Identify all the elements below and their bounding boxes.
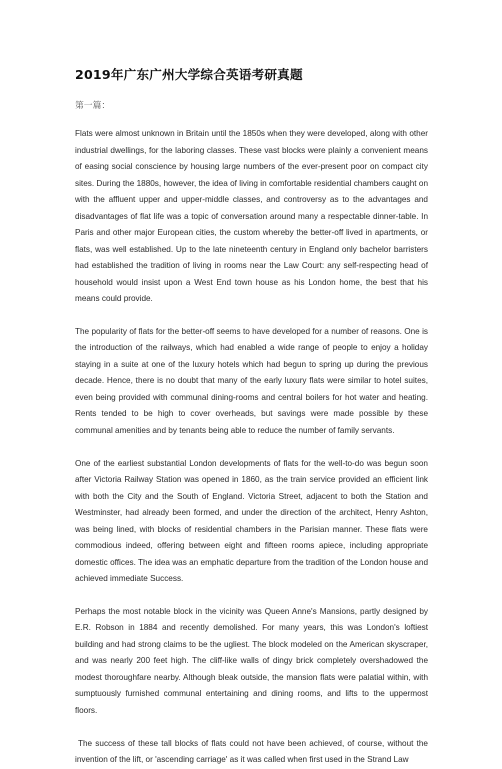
paragraph-1: Flats were almost unknown in Britain until the 1850s when they were developed, along with other industrial dwellings, for the laboring classes. These vast blocks were plainly a convenient means of easing social conscience by housing large numbers of the ever-present poor on compact city sites. During the 1880s, however, the idea of living in comfortable residential chambers caught on with the affluent upper and upper-middle classes, and controversy as to the advantages and disadvantages of flat life was a topic of conversation around many a respectable dinner-table. In Paris and other major European cities, the custom whereby the better-off lived in apartments, or flats, was well established. Up to the late nineteenth century in England only bachelor barristers had established the tradition of living in rooms near the Law Court: any self-respecting head of household would insist upon a West End town house as his London home, the best that his means could provide. — [75, 129, 428, 303]
paragraph-4: Perhaps the most notable block in the vicinity was Queen Anne's Mansions, partly designed by E.R. Robson in 1884 and recently demolished. For many years, this was London's loftiest building and had strong claims to be the ugliest. The block modeled on the American skyscraper, and was nearly 200 feet high. The cliff-like walls of dingy brick completely overshadowed the modest thoroughfare nearby. Although bleak outside, the mansion flats were palatial within, with sumptuously furnished communal entertaining and dining rooms, and lifts to the uppermost floors. — [75, 606, 428, 715]
section-label: 第一篇： — [75, 101, 111, 111]
paragraph-2: The popularity of flats for the better-off seems to have developed for a number of reasons. One is the introduction of the railways, which had enabled a wide range of people to enjoy a holiday staying in a suite at one of the luxury hotels which had begun to spring up during the previous decade. Hence, there is no doubt that many of the early luxury flats were similar to hotel suites, even being provided with communal dining-rooms and central boilers for hot water and heating. Rents tended to be high to cover overheads, but savings were made possible by these communal amenities and by tenants being able to reduce the number of family servants. — [75, 326, 428, 435]
paragraph-5: The success of these tall blocks of flats could not have been achieved, of course, without the invention of the lift, or 'ascending carriage' as it was called when first used in the Strand Law — [75, 738, 428, 765]
document-title: 2019年广东广州大学综合英语考研真题 — [75, 67, 303, 82]
document-body — [75, 126, 428, 769]
paragraph-3: One of the earliest substantial London developments of flats for the well-to-do was begun soon after Victoria Railway Station was opened in 1860, as the train service provided an efficient link with both the City and the South of England. Victoria Street, adjacent to both the Station and Westminster, had already been formed, and under the direction of the architect, Henry Ashton, was being lined, with blocks of residential chambers in the Parisian manner. These flats were commodious indeed, offering between eight and fifteen rooms apiece, including appropriate domestic offices. The idea was an emphatic departure from the tradition of the London house and achieved immediate Success. — [75, 458, 428, 584]
